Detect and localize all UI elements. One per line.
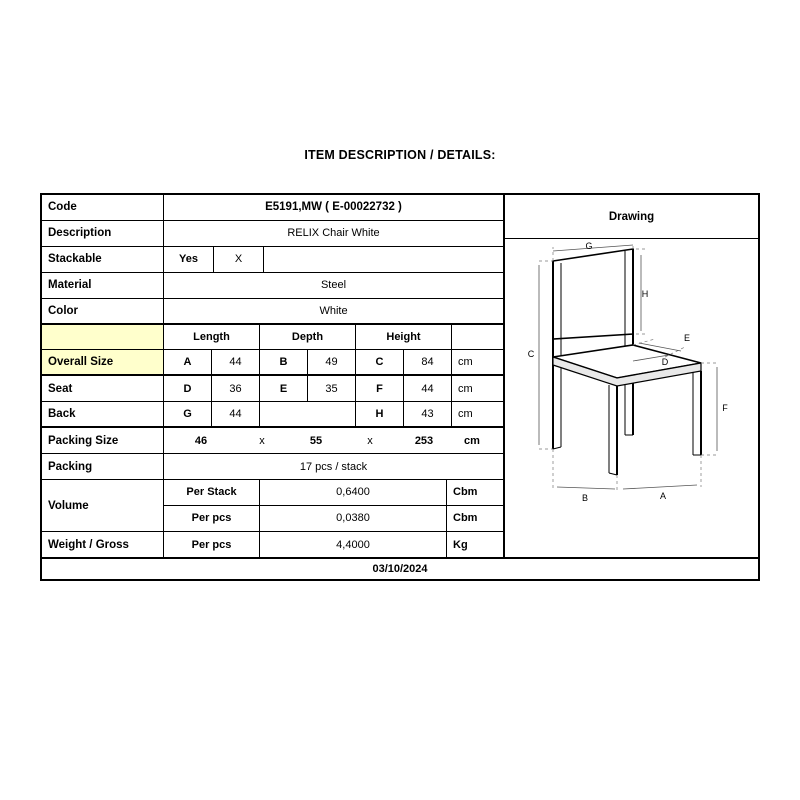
table-row-color [42,299,503,325]
overall-length-value: 44 [212,350,260,374]
seat-depth-value: 35 [308,376,356,401]
overall-depth-value: 49 [308,350,356,374]
row-label-stackable: Stackable [42,247,164,272]
volume-per-stack-value: 0,6400 [260,480,447,505]
back-height-key: H [356,402,404,426]
row-value-material: Steel [320,279,347,292]
label-a: A [659,491,667,501]
overall-depth-key: B [260,350,308,374]
packing-size-depth: 55 [309,434,323,447]
back-unit: cm [458,408,473,421]
table-row-volume [42,480,503,532]
chair-technical-drawing [505,239,758,535]
row-label-weight: Weight / Gross [42,532,164,557]
row-value-stackable-yes: Yes [164,247,214,272]
seat-depth-key: E [260,376,308,401]
row-value-color: White [319,304,348,317]
row-label-code: Code [42,195,164,220]
row-value-packing: 17 pcs / stack [299,460,368,473]
table-row-overall-size [42,350,503,376]
seat-unit: cm [458,382,473,395]
dimension-headers-spacer [42,325,164,350]
table-row-seat [42,376,503,402]
drawing-column [505,195,758,557]
row-label-material: Material [42,273,164,298]
volume-per-stack-unit: Cbm [453,486,478,499]
row-value-stackable-mark: X [214,247,264,272]
row-label-packing: Packing [42,454,164,479]
seat-height-value: 44 [404,376,452,401]
back-length-key: G [164,402,212,426]
label-g: G [585,241,593,251]
label-e: E [683,333,691,343]
col-header-depth: Depth [260,325,356,350]
drawing-header: Drawing [505,195,758,239]
row-label-volume: Volume [42,480,164,531]
label-f: F [722,403,728,413]
back-height-value: 43 [404,402,452,426]
row-label-overall-size: Overall Size [42,350,164,374]
table-row-dimension-headers [42,325,503,351]
packing-size-x2: x [367,434,373,447]
row-label-color: Color [42,299,164,323]
row-label-seat: Seat [42,376,164,401]
weight-value: 4,4000 [260,532,447,557]
row-value-code: E5191,MW ( E-00022732 ) [265,201,402,214]
packing-size-width: 46 [194,434,208,447]
volume-per-pcs-value: 0,0380 [260,506,447,531]
volume-per-pcs-unit: Cbm [453,512,478,525]
table-row-code [42,195,503,221]
table-row-back [42,402,503,428]
row-value-stackable-extra [264,247,503,272]
row-value-description: RELIX Chair White [287,227,380,240]
details-column [42,195,505,557]
table-main [42,195,758,557]
col-header-length: Length [164,325,260,350]
drawing-body [505,239,758,557]
table-row-material [42,273,503,299]
table-row-description [42,221,503,247]
weight-unit: Kg [453,538,468,551]
volume-subrows [164,480,503,531]
back-depth-value [260,402,356,426]
label-c: C [527,349,535,359]
row-label-back: Back [42,402,164,426]
label-d: D [661,357,669,367]
seat-length-value: 36 [212,376,260,401]
volume-per-pcs-label: Per pcs [164,506,260,531]
label-h: H [641,289,649,299]
weight-per-pcs-label: Per pcs [164,532,260,557]
table-row-stackable [42,247,503,273]
overall-height-key: C [356,350,404,374]
packing-size-x1: x [259,434,265,447]
document-date: 03/10/2024 [42,557,758,579]
volume-per-stack-row [164,480,503,506]
packing-size-unit: cm [464,434,480,447]
volume-per-pcs-row [164,506,503,531]
row-label-description: Description [42,221,164,246]
back-length-value: 44 [212,402,260,426]
overall-height-value: 84 [404,350,452,374]
seat-length-key: D [164,376,212,401]
table-row-weight [42,532,503,557]
row-label-packing-size: Packing Size [42,428,164,453]
overall-length-key: A [164,350,212,374]
table-row-packing [42,454,503,480]
label-b: B [581,493,589,503]
page-title: ITEM DESCRIPTION / DETAILS: [304,148,496,162]
col-header-height: Height [356,325,452,350]
item-details-table [40,193,760,581]
seat-height-key: F [356,376,404,401]
table-row-packing-size [42,428,503,454]
volume-per-stack-label: Per Stack [164,480,260,505]
col-header-unit [452,325,503,350]
packing-size-height: 253 [414,434,434,447]
overall-unit: cm [458,356,473,369]
